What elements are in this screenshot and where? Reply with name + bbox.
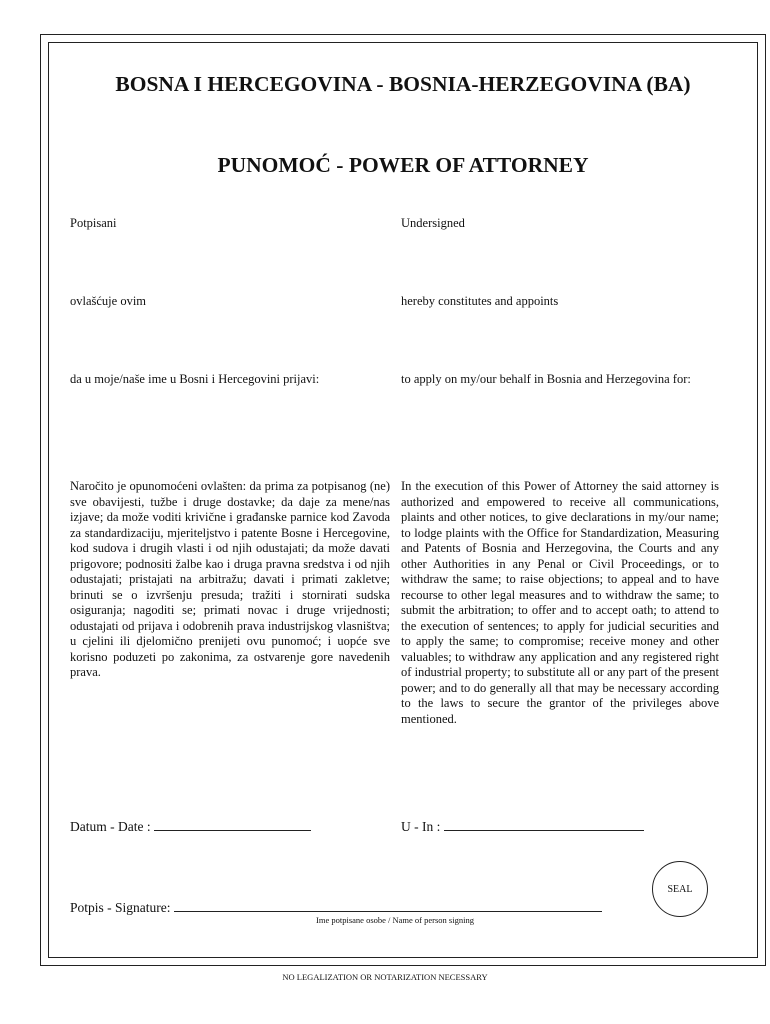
seal-label: SEAL	[667, 883, 693, 895]
appoints-label-bs: ovlašćuje ovim	[70, 294, 147, 308]
powers-paragraph-bs: Naročito je opunomoćeni ovlašten: da prima za potpisanog (ne) sve obavijesti, tužbe i druge dostavke; da daje za mene/nas izjave; da može voditi krivične i građanske parnice kod Zavoda za standardizaciju, mjeriteljstvo i patente Bosne i Hercegovine, kod sudova i drugih vlasti i od njih odustajati; da može davati prigovore; podnositi žalbe kao i druga pravna sredstva i od njih odustajati; pristajati na arbitražu; davati i primati zakletve; brinuti se o izvršenju presuda; tražiti i stornirati sudska osiguranja; nagoditi se; primati novac i druge vrijednosti; odustajati od prijava i odobrenih prava industrijskog vlasništva; u cjelini ili djelomično prenijeti ovu punomoć; i uopće sve korisno poduzeti po zakonima, za ostvarenje gore navedenih prava.	[70, 479, 390, 679]
document-title: PUNOMOĆ - POWER OF ATTORNEY	[217, 153, 589, 177]
signature-input-line[interactable]	[174, 899, 602, 912]
place-field[interactable]	[401, 818, 644, 835]
undersigned-label-en: Undersigned	[401, 216, 465, 230]
date-field[interactable]	[70, 818, 311, 835]
apply-label-bs: da u moje/naše ime u Bosni i Hercegovini prijavi:	[70, 372, 320, 386]
date-input-line[interactable]	[154, 818, 311, 831]
date-label: Datum - Date :	[70, 819, 151, 834]
signature-label: Potpis - Signature:	[70, 900, 171, 915]
appoints-label-en: hereby constitutes and appoints	[401, 294, 559, 308]
undersigned-label-bs: Potpisani	[70, 216, 117, 230]
seal-stamp-area	[652, 861, 708, 917]
place-input-line[interactable]	[444, 818, 644, 831]
signature-caption: Ime potpisane osobe / Name of person signing	[316, 915, 474, 925]
country-heading: BOSNA I HERCEGOVINA - BOSNIA-HERZEGOVINA (BA)	[115, 72, 691, 96]
powers-paragraph-en: In the execution of this Power of Attorney the said attorney is authorized and empowered to receive all communications, plaints and other notices, to give declarations in my/our name; to lodge plaints with the Office for Standardization, Measuring and Patents of Bosnia and Herzegovina, the Courts and any other Authorities in any Penal or Civil Proceedings, or to withdraw the same; to raise objections; to appeal and to have recourse to other legal measures and to withdraw the same; to submit the arbitration; to offer and to accept oath; to attend to the execution of sentences; to apply for judicial securities and to apply the same; to compromise; receive money and other valuables; to withdraw any application and any registered right of industrial property; to substitute all or any part of the present power; and to do generally all that may be necessary according to the laws to secure the grantor of the privileges above mentioned.	[401, 479, 719, 726]
place-label: U - In :	[401, 819, 441, 834]
footer-note: NO LEGALIZATION OR NOTARIZATION NECESSARY	[282, 972, 488, 982]
signature-field[interactable]	[70, 899, 602, 916]
apply-label-en: to apply on my/our behalf in Bosnia and Herzegovina for:	[401, 372, 691, 386]
